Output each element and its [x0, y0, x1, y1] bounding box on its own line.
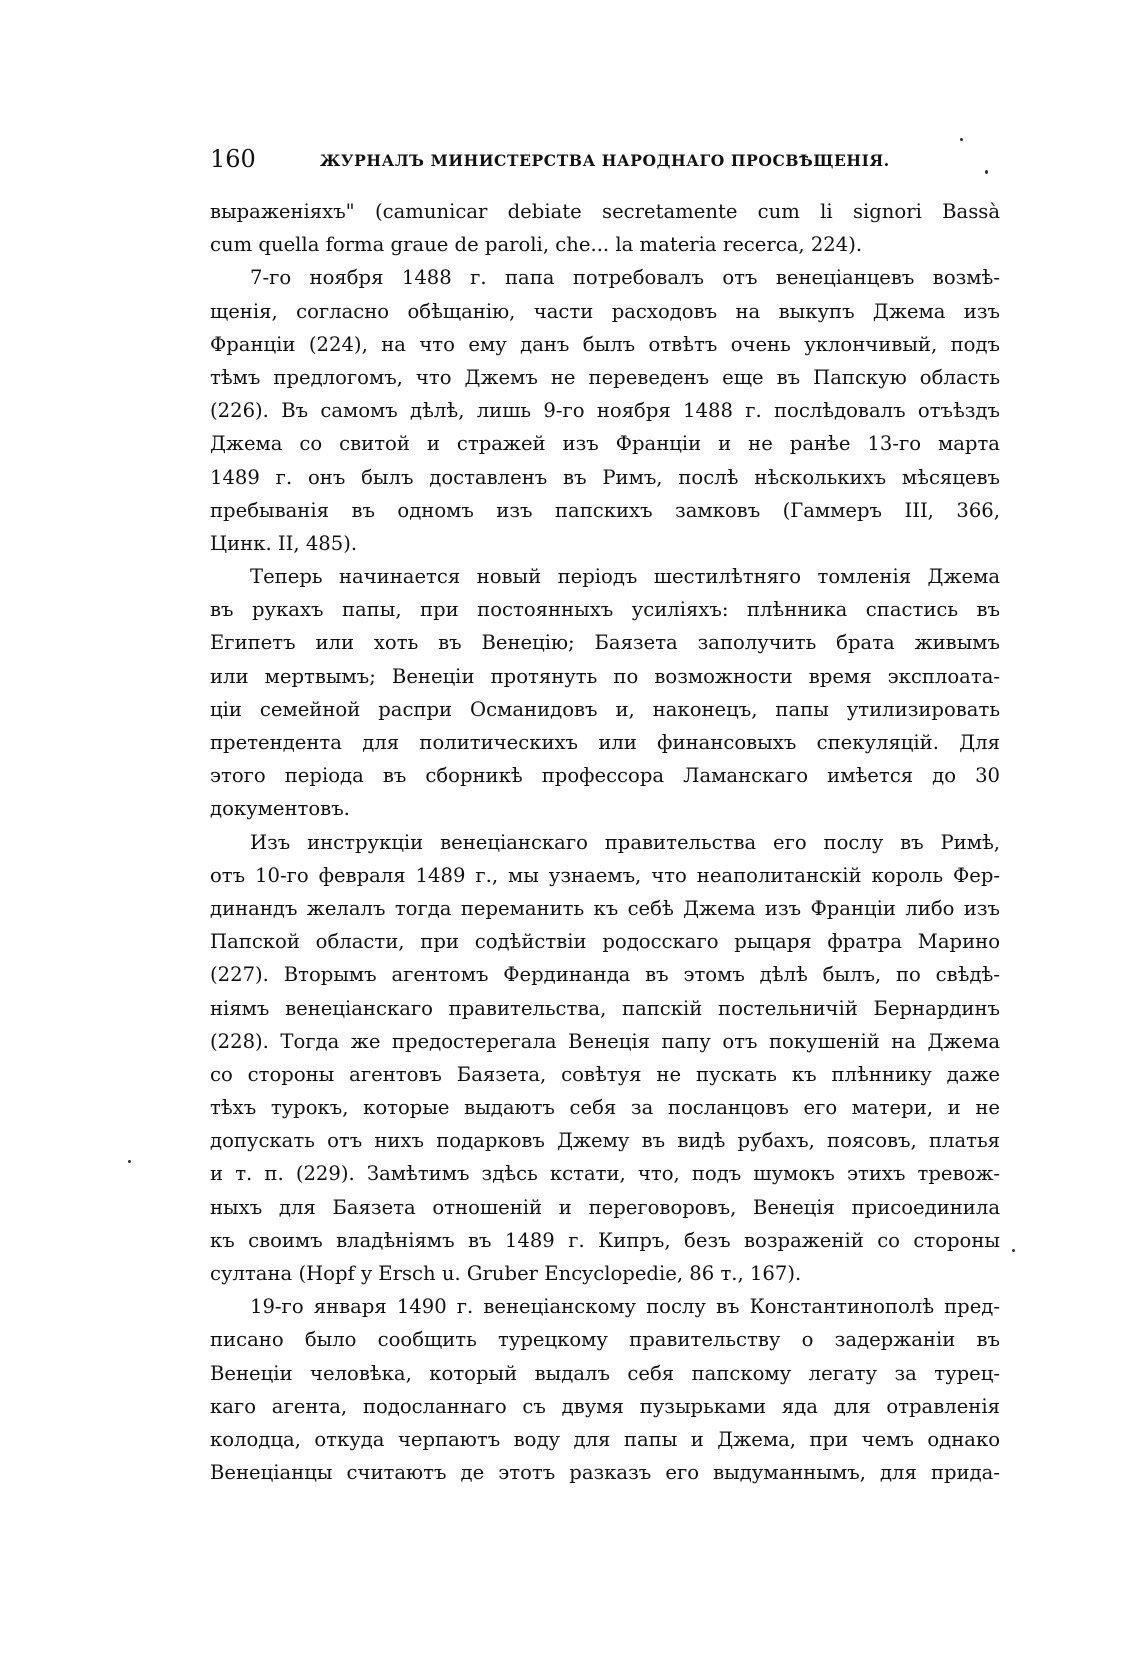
text-line: Цинк. II, 485). [210, 531, 358, 555]
text-line: Египетъ или хоть въ Венецію; Баязета заполучить брата живымъ [210, 631, 1000, 655]
text-line: ціи семейной распри Османидовъ и, наконецъ, папы утилизировать [210, 697, 1000, 721]
text-line: (228). Тогда же предостерегала Венеція папу отъ покушеній на Джема [210, 1029, 1000, 1053]
text-line: 1489 г. онъ былъ доставленъ въ Римъ, послѣ нѣсколькихъ мѣсяцевъ [210, 465, 1000, 489]
text-line: Папской области, при содѣйствіи родосскаго рыцаря фратра Марино [210, 930, 1000, 954]
text-line: Венеціи человѣка, который выдалъ себя папскому легату за турец- [210, 1361, 1000, 1385]
text-line: и т. п. (229). Замѣтимъ здѣсь кстати, что, подъ шумокъ этихъ тревож- [210, 1162, 1000, 1186]
text-line: къ своимъ владѣніямъ въ 1489 г. Кипръ, безъ возраженій со стороны [210, 1228, 1000, 1252]
text-line: каго агента, подосланнаго съ двумя пузырьками яда для отравленія [210, 1394, 1000, 1418]
text-line: писано было сообщить турецкому правительству о задержаніи въ [210, 1328, 1000, 1352]
text-line: (227). Вторымъ агентомъ Фердинанда въ этомъ дѣлѣ былъ, по свѣдѣ- [210, 963, 1000, 987]
text-line: тѣхъ турокъ, которые выдаютъ себя за посланцовъ его матери, и не [210, 1096, 1000, 1120]
text-line: Джема со свитой и стражей изъ Франціи и не ранѣе 13-го марта [210, 432, 1000, 456]
paragraph-start-line: 19-го января 1490 г. венеціанскому послу въ Константинополѣ пред- [250, 1295, 1000, 1319]
text-line: ніямъ венеціанскаго правительства, папскій постельничій Бернардинъ [210, 996, 1000, 1020]
page-number: 160 [210, 145, 256, 173]
text-line: допускать отъ нихъ подарковъ Джему въ видѣ рубахъ, поясовъ, платья [210, 1129, 1000, 1153]
text-line: тѣмъ предлогомъ, что Джемъ не переведенъ еще въ Папскую область [210, 365, 1000, 389]
text-line: выраженіяхъ" (camunicar debiate secretamente cum li signori Bassà [210, 200, 1000, 223]
text-line: въ рукахъ папы, при постоянныхъ усиліяхъ: плѣнника спастись въ [210, 598, 1000, 622]
text-line: отъ 10-го февраля 1489 г., мы узнаемъ, что неаполитанскій король Фер- [210, 863, 1000, 887]
text-line: динандъ желалъ тогда переманить къ себѣ Джема изъ Франціи либо изъ [210, 896, 1000, 920]
body-text [210, 195, 1000, 1489]
text-line: Венеціанцы считаютъ де этотъ разказъ его выдуманнымъ, для прида- [210, 1461, 1000, 1485]
text-line: или мертвымъ; Венеціи протянуть по возможности время эксплоата- [210, 664, 1000, 688]
text-line: султана (Hopf y Ersch u. Gruber Encyclopedie, 86 т., 167). [210, 1262, 802, 1285]
text-line: претендента для политическихъ или финансовыхъ спекуляцій. Для [210, 731, 1000, 754]
paragraph-start-line: 7-го ноября 1488 г. папа потребовалъ отъ венеціанцевъ возмѣ- [250, 266, 1000, 290]
scan-speck [1012, 1249, 1015, 1252]
scan-speck [985, 170, 988, 174]
scan-speck [960, 138, 963, 141]
text-line: cum quella forma graue de paroli, che... la materia recerca, 224). [210, 233, 863, 257]
text-line: документовъ. [210, 797, 350, 821]
text-line: пребыванія въ одномъ изъ папскихъ замковъ (Гаммеръ III, 366, [210, 498, 1000, 522]
paragraph-start-line: Теперь начинается новый періодъ шестилѣтняго томленія Джема [250, 565, 1000, 589]
text-line: Франціи (224), на что ему данъ былъ отвѣтъ очень уклончивый, подъ [210, 332, 1000, 356]
text-line: этого періода въ сборникѣ профессора Ламанскаго имѣется до 30 [210, 764, 1000, 788]
text-line: (226). Въ самомъ дѣлѣ, лишь 9-го ноября 1488 г. послѣдовалъ отъѣздъ [210, 399, 1000, 423]
text-line: колодца, откуда черпаютъ воду для папы и Джема, при чемъ однако [210, 1427, 1000, 1451]
text-line: ныхъ для Баязета отношеній и переговоровъ, Венеція присоединила [210, 1195, 1000, 1219]
text-line: щенія, согласно обѣщанію, части расходовъ на выкупъ Джема изъ [210, 299, 1000, 323]
text-line: со стороны агентовъ Баязета, совѣтуя не пускать къ плѣннику даже [210, 1062, 1000, 1086]
page-header [210, 142, 950, 176]
paragraph-start-line: Изъ инструкціи венеціанскаго правительства его послу въ Римѣ, [250, 830, 1000, 854]
scan-speck [128, 1160, 131, 1163]
running-title: ЖУРНАЛЪ МИНИСТЕРСТВА НАРОДНАГО ПРОСВѢЩЕНІЯ. [320, 151, 890, 170]
